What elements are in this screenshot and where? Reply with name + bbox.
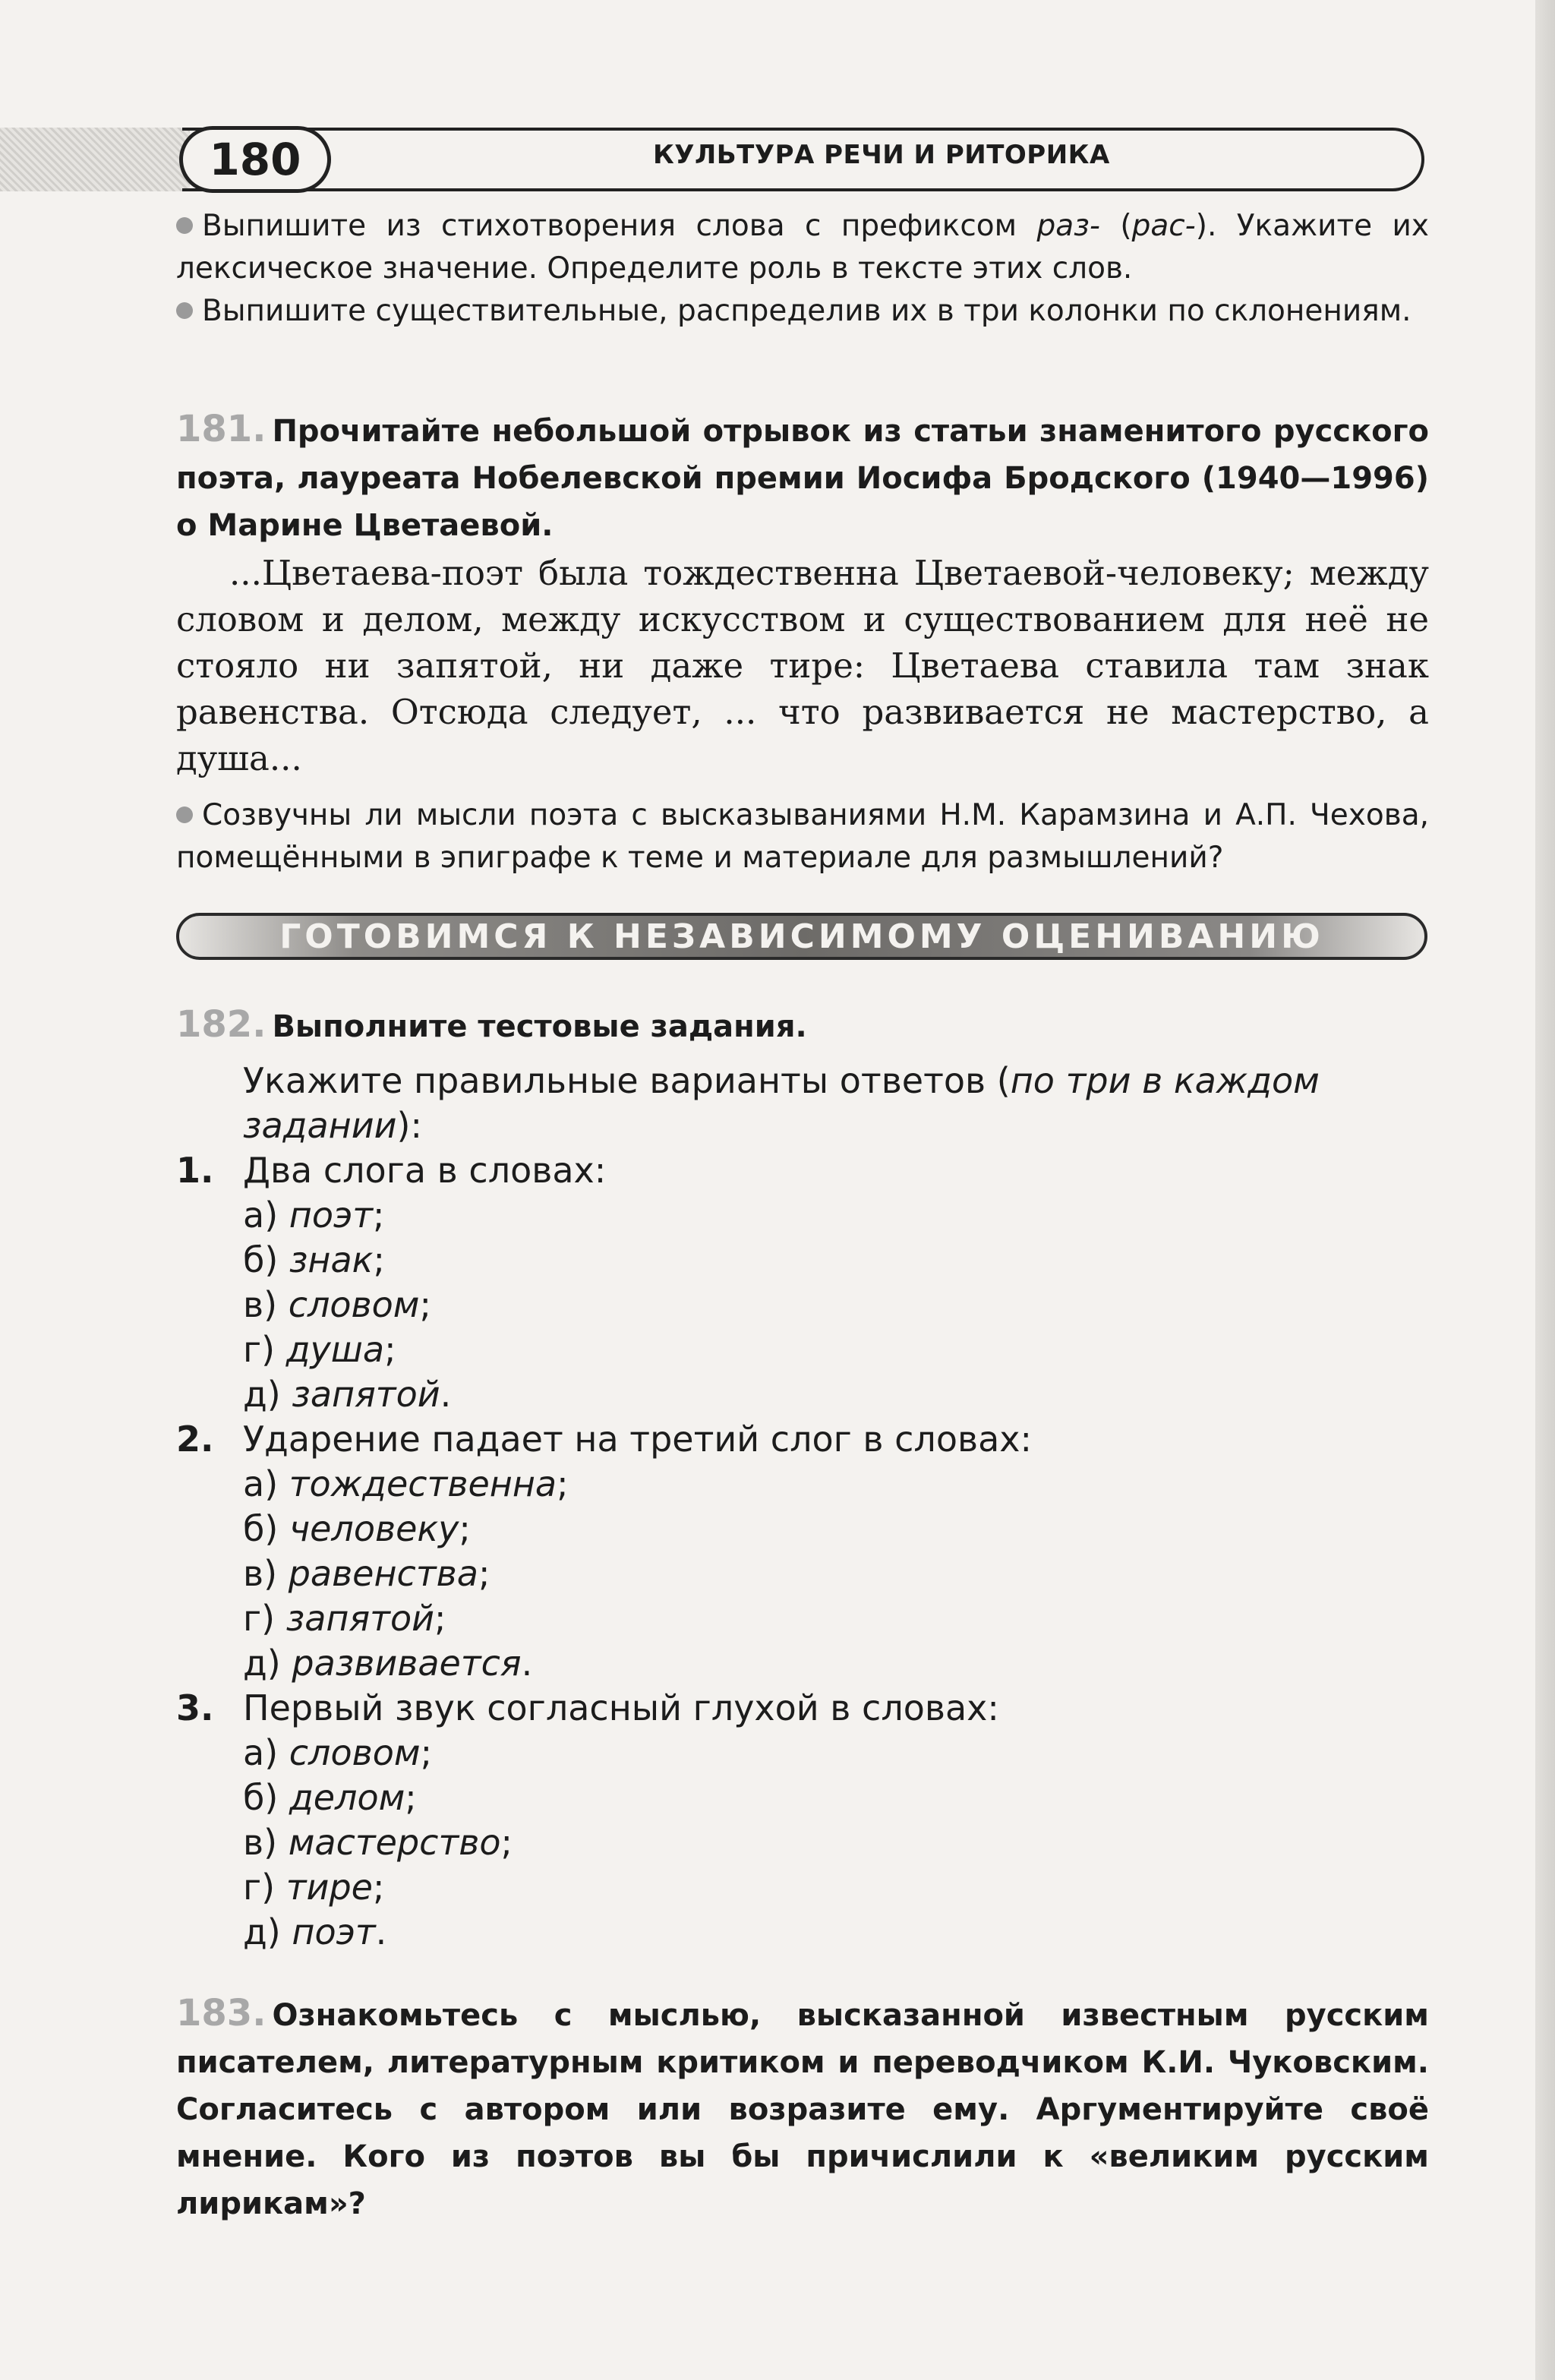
assignment-bullet-2: Выпишите существительные, распределив их в три колонки по склонениям. bbox=[176, 290, 1429, 333]
answer-option: д) развивается. bbox=[243, 1643, 533, 1684]
assignment-bullet-1: Выпишите из стихотворения слова с префиксом раз- (рас-). Укажите их лексическое значение. Определите роль в тексте этих слов. bbox=[176, 209, 1429, 286]
brodsky-quote: ...Цветаева-поэт была тождественна Цветаевой-человеку; между словом и делом, между искусством и существованием для неё не стояло ни запятой, ни даже тире: Цветаева ставила там знак равенства. Отсюда следует, ... что развивается не мастерство, а душа... bbox=[176, 553, 1429, 778]
question-number: 3. bbox=[176, 1687, 214, 1728]
question-text: Ударение падает на третий слог в словах: bbox=[243, 1419, 1032, 1460]
task-182-instruction: Укажите правильные варианты ответов (по три в каждом задании): bbox=[243, 1060, 1320, 1146]
answer-option: а) тождественна; bbox=[243, 1463, 569, 1504]
question-number: 1. bbox=[176, 1150, 214, 1191]
task-183-heading: 183. Ознакомьтесь с мыслью, высказанной известным русским писателем, литературным критиком и переводчиком К.И. Чуковским. Согласитесь с автором или возразите ему. Аргументируйте своё мнение. Кого из поэтов вы бы причислили к «великим русским лирикам»? bbox=[176, 1992, 1429, 2221]
answer-option: а) словом; bbox=[243, 1732, 433, 1773]
bullet-icon bbox=[176, 217, 193, 234]
page-number: 180 bbox=[179, 126, 331, 193]
task-181-heading: 181. Прочитайте небольшой отрывок из статьи знаменитого русского поэта, лауреата Нобелевской премии Иосифа Бродского (1940—1996) о Марине Цветаевой. bbox=[176, 408, 1429, 543]
answer-option: в) мастерство; bbox=[243, 1822, 513, 1863]
bullet-icon bbox=[176, 302, 193, 319]
answer-option: а) поэт; bbox=[243, 1195, 385, 1236]
running-title: КУЛЬТУРА РЕЧИ И РИТОРИКА bbox=[653, 140, 1110, 170]
question-text: Первый звук согласный глухой в словах: bbox=[243, 1687, 999, 1728]
task-181-question: Созвучны ли мысли поэта с высказываниями Н.М. Карамзина и А.П. Чехова, помещёнными в эпиграфе к теме и материале для размышлений? bbox=[176, 798, 1429, 875]
question-text: Два слога в словах: bbox=[243, 1150, 607, 1191]
answer-option: д) запятой. bbox=[243, 1374, 452, 1415]
answer-option: д) поэт. bbox=[243, 1911, 387, 1952]
answer-option: г) запятой; bbox=[243, 1598, 446, 1639]
answer-option: б) знак; bbox=[243, 1239, 385, 1280]
corner-texture bbox=[0, 128, 190, 191]
answer-option: г) тире; bbox=[243, 1867, 385, 1908]
answer-option: б) делом; bbox=[243, 1777, 417, 1818]
answer-option: в) словом; bbox=[243, 1284, 431, 1325]
answer-option: б) человеку; bbox=[243, 1508, 471, 1549]
page-edge bbox=[1535, 0, 1555, 2380]
section-banner: ГОТОВИМСЯ К НЕЗАВИСИМОМУ ОЦЕНИВАНИЮ bbox=[176, 913, 1427, 960]
task-182-heading: 182. Выполните тестовые задания. bbox=[176, 1003, 807, 1046]
bullet-icon bbox=[176, 806, 193, 823]
question-number: 2. bbox=[176, 1419, 214, 1460]
answer-option: в) равенства; bbox=[243, 1553, 490, 1594]
answer-option: г) душа; bbox=[243, 1329, 396, 1370]
